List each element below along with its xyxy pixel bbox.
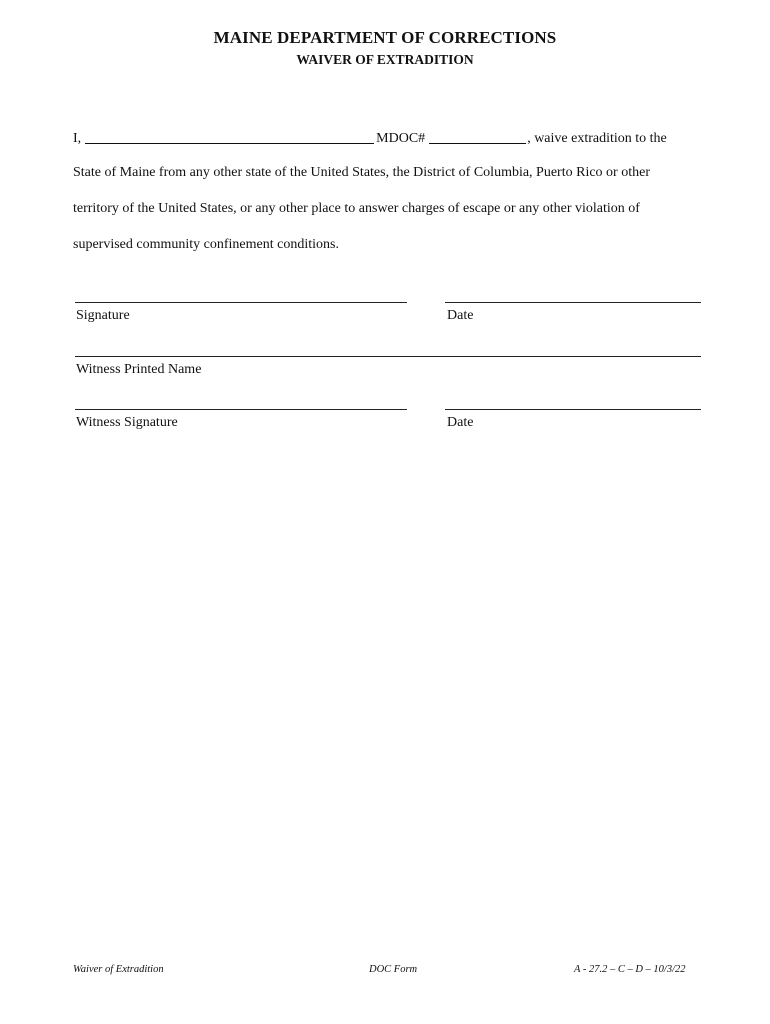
mdoc-number-blank-field[interactable] (429, 129, 526, 144)
statement-line-4: supervised community confinement conditions. (73, 237, 339, 252)
witness-printed-name-label: Witness Printed Name (76, 362, 202, 377)
date-label-1: Date (447, 308, 474, 323)
statement-line-2: State of Maine from any other state of the United States, the District of Columbia, Puerto Rico or other (73, 165, 650, 180)
witness-printed-name-line[interactable] (75, 356, 701, 357)
statement-line-1 (73, 129, 667, 147)
date-label-2: Date (447, 415, 474, 430)
date-line-1[interactable] (445, 302, 701, 303)
statement-suffix: , waive extradition to the (527, 131, 667, 146)
statement-prefix: I, (73, 131, 82, 146)
footer-form-title: Waiver of Extradition (73, 964, 164, 975)
date-line-2[interactable] (445, 409, 701, 410)
page-subtitle: WAIVER OF EXTRADITION (296, 52, 474, 67)
statement-line-3: territory of the United States, or any other place to answer charges of escape or any other violation of (73, 201, 640, 216)
witness-signature-label: Witness Signature (76, 415, 178, 430)
footer-form-type: DOC Form (369, 964, 418, 975)
mdoc-label: MDOC# (376, 131, 426, 146)
witness-signature-line[interactable] (75, 409, 407, 410)
signature-line[interactable] (75, 302, 407, 303)
name-blank-field[interactable] (85, 129, 374, 144)
page-title: MAINE DEPARTMENT OF CORRECTIONS (213, 28, 557, 47)
signature-label: Signature (76, 308, 130, 323)
footer-form-code: A - 27.2 – C – D – 10/3/22 (574, 964, 686, 975)
